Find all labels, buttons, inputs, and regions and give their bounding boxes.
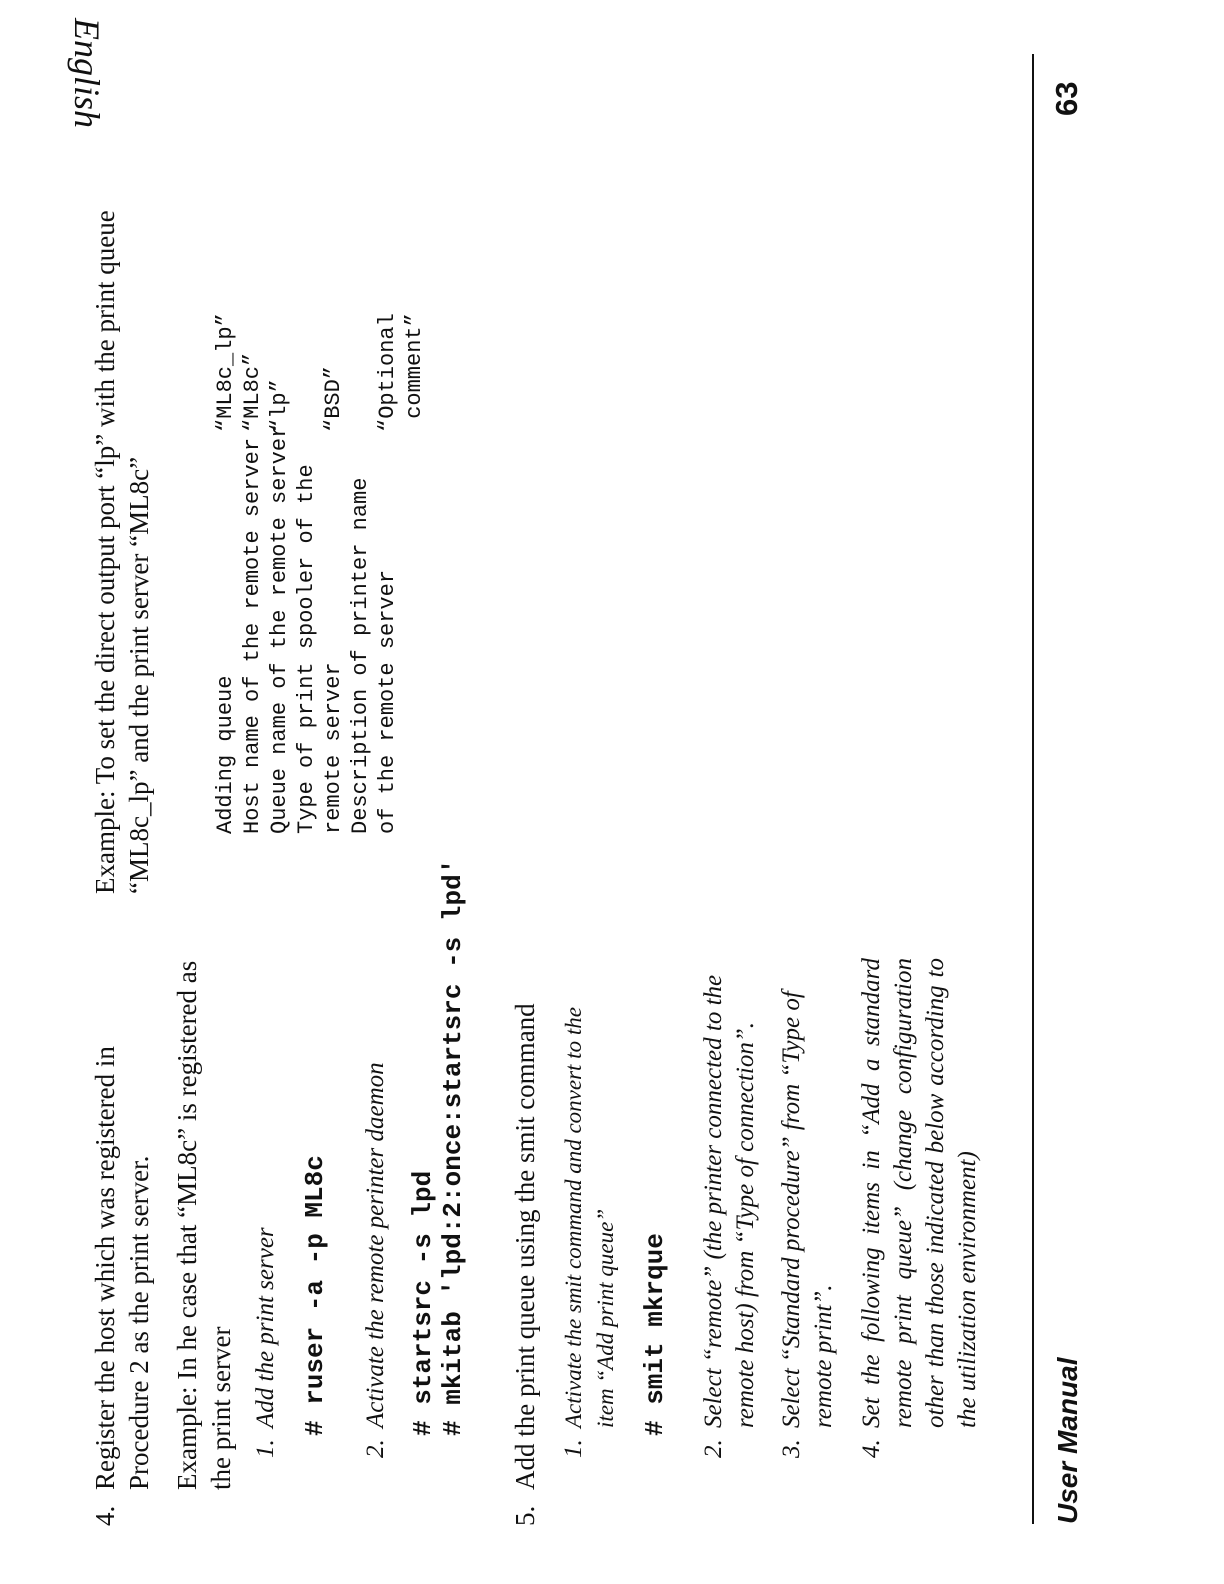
step-5-sub4-number: 4. bbox=[858, 1439, 885, 1458]
step-5-text: Add the print queue using the smit command bbox=[510, 1003, 540, 1490]
step-4-sub1-text: Add the print server bbox=[252, 1227, 279, 1428]
step-5-sub2-text: Select “remote” (the printer connected to the remote host) from “Type of connection”. bbox=[700, 974, 759, 1428]
language-tab: English bbox=[67, 17, 107, 128]
startsrc-command: # startsrc -s lpd bbox=[408, 1170, 438, 1436]
setting-value-adding-queue: “ML8c_lp” bbox=[213, 313, 238, 432]
footer-rule bbox=[1032, 54, 1034, 1524]
step-5-sub4-text: Set the following items in “Add a standard remote print queue” (change configuration other than those indicated below according to the utilization environment) bbox=[858, 958, 981, 1428]
setting-label-host-name: Host name of the remote server bbox=[240, 437, 265, 834]
step-5-sub3-number: 3. bbox=[778, 1439, 805, 1458]
step-4-sub1-number: 1. bbox=[252, 1439, 279, 1458]
step-5-number: 5. bbox=[510, 1505, 540, 1526]
setting-label-queue-name: Queue name of the remote server bbox=[267, 424, 292, 834]
step-4-text: Register the host which was registered in Procedure 2 as the print server. bbox=[90, 1046, 154, 1490]
ruser-command: # ruser -a -p ML8c bbox=[300, 1155, 330, 1436]
step-4-sub2-text: Activate the remote perinter daemon bbox=[362, 1062, 389, 1428]
right-example: Example: To set the direct output port “lp” with the print queue “ML8c_lp” and the print server “ML8c” bbox=[90, 210, 154, 894]
smit-command: # smit mkrque bbox=[640, 1233, 670, 1436]
page-number: 63 bbox=[1049, 81, 1084, 116]
step-4-number: 4. bbox=[90, 1505, 120, 1526]
setting-label-adding-queue: Adding queue bbox=[213, 675, 238, 834]
setting-value-queue-name: “lp” bbox=[267, 379, 292, 432]
setting-label-spooler-type: Type of print spooler of the remote server bbox=[294, 464, 346, 834]
mkitab-command: # mkitab 'lpd:2:once:startsrc -s lpd' bbox=[438, 858, 468, 1436]
step-5-sub2-number: 2. bbox=[700, 1439, 727, 1458]
step-5-sub3-text: Select “Standard procedure” from “Type of remote print”. bbox=[778, 991, 837, 1428]
step-4-example: Example: In he case that “ML8c” is registered as the print server bbox=[172, 960, 236, 1490]
step-5-sub1-number: 1. bbox=[560, 1439, 587, 1458]
step-4-sub2-number: 2. bbox=[362, 1439, 389, 1458]
setting-value-description: “Optional comment” bbox=[375, 313, 427, 432]
setting-value-spooler-type: “BSD” bbox=[321, 365, 346, 432]
footer-title: User Manual bbox=[1052, 1357, 1083, 1524]
setting-value-host-name: “ML8c” bbox=[240, 352, 265, 432]
step-5-sub1-text: Activate the smit command and convert to the item “Add print queue” bbox=[561, 1007, 618, 1428]
setting-label-description: Description of printer name of the remote server bbox=[348, 477, 400, 834]
